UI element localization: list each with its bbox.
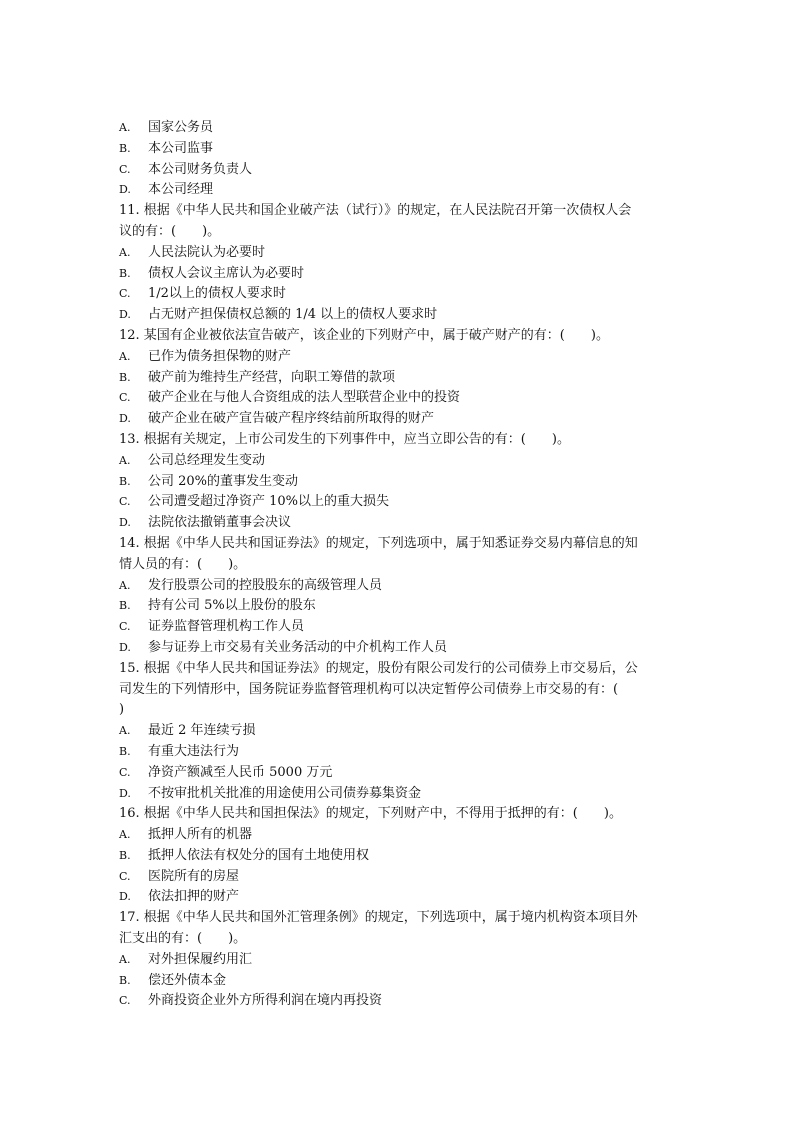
option-text: 公司 20%的董事发生变动 [148,473,299,489]
answer-option [119,451,679,472]
option-text: 抵押人依法有权处分的国有土地使用权 [148,847,370,863]
option-letter: B. [119,141,131,155]
option-letter: C. [119,765,131,779]
answer-option [119,784,679,805]
option-letter: D. [119,183,131,197]
answer-option [119,742,679,763]
option-letter: D. [119,786,131,800]
option-letter: D. [119,640,131,654]
answer-option [119,950,679,971]
option-text: 破产前为维持生产经营，向职工筹借的款项 [148,369,396,385]
option-text: 有重大违法行为 [148,743,240,759]
option-text: 偿还外债本金 [148,972,227,988]
answer-option [119,638,679,659]
option-letter: C. [119,620,131,634]
option-text: 对外担保履约用汇 [148,951,253,967]
option-letter: C. [119,994,131,1008]
option-text: 依法扣押的财产 [148,889,240,905]
answer-option [119,160,679,181]
option-text: 本公司财务负责人 [148,161,253,177]
option-text: 医院所有的房屋 [148,868,240,884]
question-text: 汇支出的有：( )。 [119,931,247,947]
question-text: 14. 根据《中华人民共和国证券法》的规定，下列选项中，属于知悉证券交易内幕信息的知 [119,535,638,551]
option-letter: B. [119,744,131,758]
question-text: 12. 某国有企业被依法宣告破产，该企业的下列财产中，属于破产财产的有：( )。 [119,327,609,343]
question-text: 议的有：( )。 [119,223,221,239]
option-letter: A. [119,453,131,467]
option-letter: C. [119,495,131,509]
option-text: 国家公务员 [148,120,214,135]
option-text: 债权人会议主席认为必要时 [148,265,305,281]
answer-option [119,596,679,617]
option-text: 本公司监事 [148,140,214,156]
option-letter: D. [119,890,131,904]
answer-option [119,825,679,846]
answer-option [119,388,679,409]
option-letter: B. [119,599,131,613]
question-text: 13. 根据有关规定，上市公司发生的下列事件中，应当立即公告的有：( )。 [119,431,570,447]
option-text: 最近 2 年连续亏损 [148,723,256,739]
option-letter: D. [119,308,131,322]
option-letter: D. [119,412,131,426]
answer-option [119,492,679,513]
answer-option [119,763,679,784]
option-letter: A. [119,245,131,259]
question-text: 15. 根据《中华人民共和国证券法》的规定，股份有限公司发行的公司债券上市交易后，公 [119,660,638,676]
option-text: 人民法院认为必要时 [148,244,266,260]
answer-option [119,284,679,305]
answer-option [119,846,679,867]
answer-option [119,576,679,597]
question-text: 16. 根据《中华人民共和国担保法》的规定，下列财产中，不得用于抵押的有：( )。 [119,806,622,822]
option-letter: B. [119,973,131,987]
option-text: 抵押人所有的机器 [148,827,253,843]
option-text: 发行股票公司的控股股东的高级管理人员 [148,577,383,593]
option-letter: A. [119,349,131,363]
answer-option [119,180,679,201]
option-text: 已作为债务担保物的财产 [148,348,292,364]
option-letter: A. [119,828,131,842]
option-letter: C. [119,391,131,405]
option-text: 参与证券上市交易有关业务活动的中介机构工作人员 [148,639,448,655]
option-text: 本公司经理 [148,182,214,198]
option-text: 破产企业在与他人合资组成的法人型联营企业中的投资 [148,390,461,406]
document-page [119,118,679,1012]
answer-option [119,243,679,264]
option-letter: A. [119,952,131,966]
answer-option [119,867,679,888]
answer-option [119,721,679,742]
answer-option [119,472,679,493]
question-text: 17. 根据《中华人民共和国外汇管理条例》的规定，下列选项中，属于境内机构资本项目外 [119,910,638,926]
answer-option [119,118,679,139]
option-text: 公司总经理发生变动 [148,452,266,468]
option-letter: C. [119,162,131,176]
question-text: 司发生的下列情形中，国务院证券监督管理机构可以决定暂停公司债券上市交易的有：( [119,681,619,697]
answer-option [119,264,679,285]
question-text: 11. 根据《中华人民共和国企业破产法（试行）》的规定，在人民法院召开第一次债权人会 [119,203,632,219]
option-text: 1/2以上的债权人要求时 [148,286,286,302]
option-letter: B. [119,848,131,862]
answer-option [119,617,679,638]
option-letter: B. [119,474,131,488]
answer-option [119,368,679,389]
option-letter: C. [119,869,131,883]
option-text: 占无财产担保债权总额的 1/4 以上的债权人要求时 [148,307,438,323]
answer-option [119,409,679,430]
question-text: ) [119,702,125,718]
option-text: 持有公司 5%以上股份的股东 [148,598,316,614]
option-text: 证券监督管理机构工作人员 [148,619,305,635]
answer-option [119,971,679,992]
option-text: 法院依法撤销董事会决议 [148,515,292,531]
answer-option [119,305,679,326]
option-text: 外商投资企业外方所得利润在境内再投资 [148,993,383,1009]
option-letter: A. [119,578,131,592]
answer-option [119,139,679,160]
option-letter: B. [119,370,131,384]
answer-option [119,991,679,1012]
option-letter: B. [119,266,131,280]
question-text: 情人员的有：( )。 [119,556,247,572]
answer-option [119,513,679,534]
option-text: 净资产额减至人民币 5000 万元 [148,764,333,780]
option-letter: A. [119,121,131,134]
option-text: 不按审批机关批准的用途使用公司债券募集资金 [148,785,422,801]
option-text: 公司遭受超过净资产 10%以上的重大损失 [148,494,390,510]
option-text: 破产企业在破产宣告破产程序终结前所取得的财产 [148,411,435,427]
answer-option [119,887,679,908]
option-letter: C. [119,287,131,301]
option-letter: D. [119,516,131,530]
answer-option [119,347,679,368]
option-letter: A. [119,724,131,738]
